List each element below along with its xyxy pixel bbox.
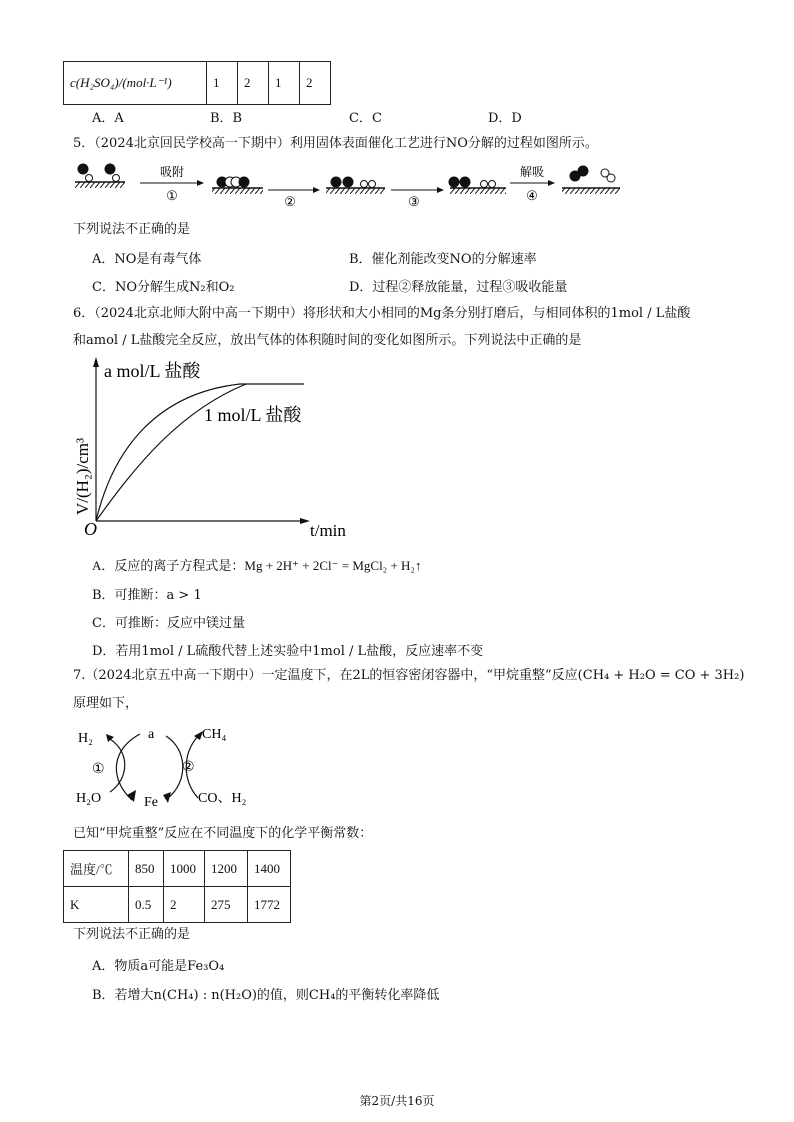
q4-table-cell: 2: [300, 62, 331, 105]
table-cell: 1772: [248, 887, 291, 923]
chart-origin-label: O: [84, 519, 97, 539]
q5-step3-num: ③: [408, 194, 420, 209]
series-label-a-mol: a mol/L 盐酸: [104, 361, 201, 381]
catalyst-surface-3: [326, 177, 385, 195]
q6-option-b[interactable]: B．可推断：a > 1: [92, 588, 202, 603]
q5-step1-num: ①: [166, 188, 178, 203]
q6-volume-time-chart: [70, 355, 370, 545]
q6-option-d[interactable]: D．若用1mol / L硫酸代替上述实验中1mol / L盐酸，反应速率不变: [92, 644, 484, 659]
q5-stem: 5．（2024北京回民学校高一下期中）利用固体表面催化工艺进行NO分解的过程如图所示。: [73, 136, 598, 151]
q4-table-cell: 2: [238, 62, 269, 105]
table-header: 1400: [248, 851, 291, 887]
q5-option-b[interactable]: B．催化剂能改变NO的分解速率: [349, 252, 537, 267]
q5-step4-label: 解吸: [519, 165, 545, 179]
cycle-top-left: H₂: [78, 731, 93, 746]
table-cell: 0.5: [129, 887, 164, 923]
q4-option-b[interactable]: B．B: [210, 111, 243, 126]
q7-equilibrium-table: [63, 850, 291, 923]
q7-known: 已知“甲烷重整”反应在不同温度下的化学平衡常数：: [73, 826, 373, 841]
table-header: 温度/℃: [64, 851, 129, 887]
q4-table-label: c(H₂SO₄)/(mol·L⁻¹): [64, 62, 207, 105]
chart-x-axis-label: t/min: [310, 521, 346, 540]
q5-step2-num: ②: [284, 194, 296, 209]
cycle-top-right: CH₄: [202, 727, 227, 742]
q7-option-a[interactable]: A．物质a可能是Fe₃O₄: [92, 959, 225, 974]
table-cell: 275: [205, 887, 248, 923]
q5-option-a[interactable]: A．NO是有毒气体: [92, 252, 202, 267]
q5-step1-label: 吸附: [159, 165, 185, 179]
table-cell: 2: [164, 887, 205, 923]
q6-stem-line2: 和amol / L盐酸完全反应，放出气体的体积随时间的变化如图所示。下列说法中正确的是: [73, 333, 582, 348]
catalyst-surface-2: [212, 177, 263, 195]
q5-step4-num: ④: [526, 188, 538, 203]
q4-table-cell: 1: [269, 62, 300, 105]
q5-option-d[interactable]: D．过程②释放能量，过程③吸收能量: [349, 280, 568, 295]
q4-option-c[interactable]: C．C: [349, 111, 382, 126]
q7-stem-line1: 7.（2024北京五中高一下期中）一定温度下，在2L的恒容密闭容器中，“甲烷重整”反应(CH₄ + H₂O = CO + 3H₂): [73, 668, 745, 683]
cycle-step1: ①: [92, 762, 105, 777]
q5-option-c[interactable]: C．NO分解生成N₂和O₂: [92, 280, 235, 295]
catalyst-surface-4: [449, 177, 507, 195]
cycle-bottom-right: CO、H₂: [198, 791, 247, 806]
q4-option-a[interactable]: A．A: [92, 111, 124, 126]
q6-option-a[interactable]: A．反应的离子方程式是：Mg + 2H⁺ + 2Cl⁻ = MgCl₂ + H₂↑: [92, 558, 422, 573]
q5-question: 下列说法不正确的是: [73, 222, 191, 237]
q4-table-cell: 1: [207, 62, 238, 105]
catalyst-surface-1: [75, 164, 125, 189]
q4-table: [63, 61, 331, 105]
table-header: 850: [129, 851, 164, 887]
q7-cycle-diagram: [70, 720, 270, 812]
catalyst-surface-5: [562, 166, 620, 195]
q4-option-d[interactable]: D．D: [488, 111, 522, 126]
table-header: 1200: [205, 851, 248, 887]
q7-stem-line2: 原理如下，: [73, 696, 139, 711]
q6-stem-line1: 6．（2024北京北师大附中高一下期中）将形状和大小相同的Mg条分别打磨后，与相同体积的1mol / L盐酸: [73, 306, 691, 321]
q7-option-b[interactable]: B．若增大n(CH₄) : n(H₂O)的值，则CH₄的平衡转化率降低: [92, 988, 440, 1003]
cycle-step2: ②: [182, 760, 195, 775]
q6-option-c[interactable]: C．可推断：反应中镁过量: [92, 616, 245, 631]
page-footer: 第2页/共16页: [359, 1094, 435, 1108]
series-label-1-mol: 1 mol/L 盐酸: [204, 405, 302, 425]
table-cell: K: [64, 887, 129, 923]
chart-y-axis-label: V/(H₂)/cm³: [73, 437, 92, 515]
cycle-bottom-left: H₂O: [76, 791, 102, 806]
cycle-bottom-mid: Fe: [144, 795, 158, 810]
q5-process-diagram: [70, 158, 630, 214]
cycle-top-mid: a: [148, 727, 155, 742]
q7-question: 下列说法不正确的是: [73, 927, 191, 942]
table-header: 1000: [164, 851, 205, 887]
